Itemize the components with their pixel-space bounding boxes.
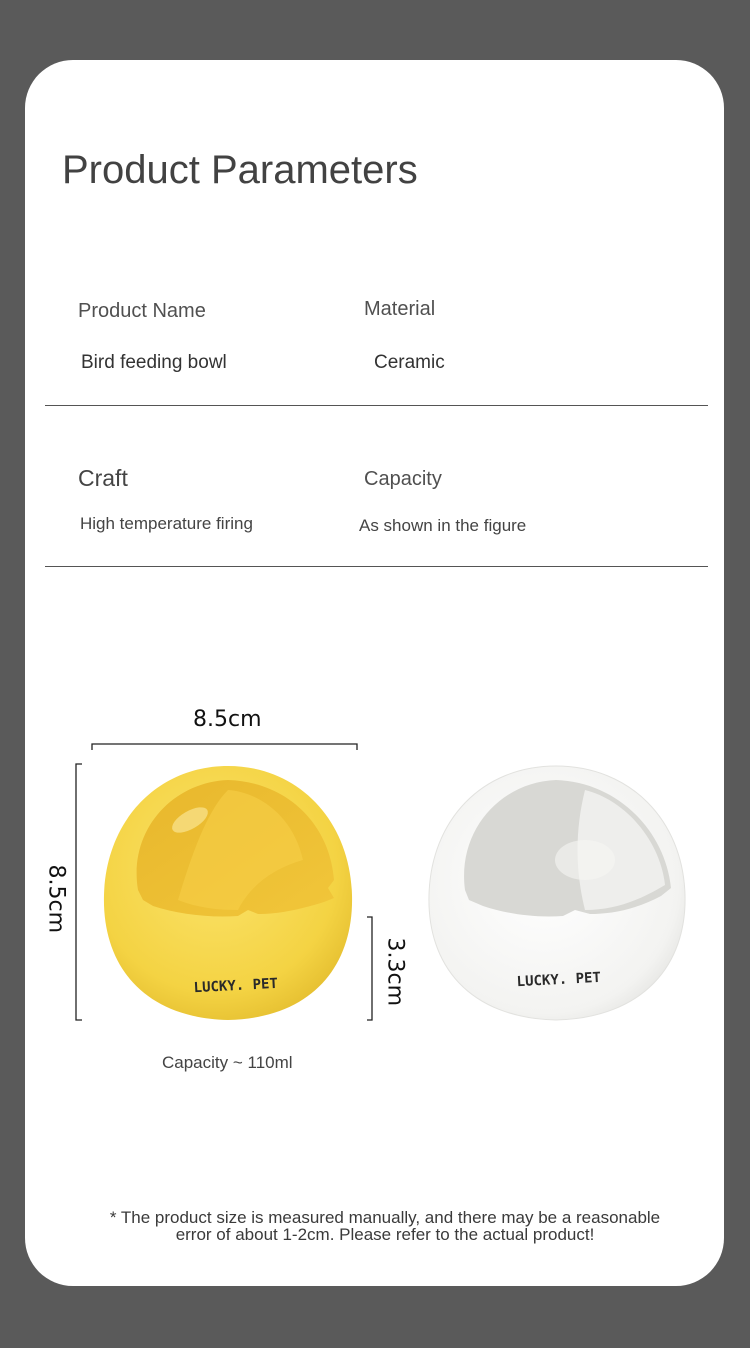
product-parameters-card bbox=[25, 60, 724, 1286]
craft-label: Craft bbox=[78, 465, 128, 491]
width-dimension-label: 8.5cm bbox=[193, 707, 262, 732]
capacity-label: Capacity bbox=[364, 468, 442, 490]
depth-dimension-label: 3.3cm bbox=[382, 937, 408, 1007]
white-bowl-image bbox=[425, 760, 687, 1025]
capacity-caption: Capacity ~ 110ml bbox=[162, 1053, 293, 1072]
bowl-brand-text: LUCKY. PET bbox=[516, 969, 602, 991]
footnote bbox=[85, 1209, 685, 1243]
craft-value: High temperature firing bbox=[80, 514, 253, 533]
page-title: Product Parameters bbox=[62, 148, 418, 192]
product-name-label: Product Name bbox=[78, 300, 206, 322]
product-name-value: Bird feeding bowl bbox=[81, 352, 227, 373]
dimension-lines bbox=[25, 60, 724, 1286]
footnote-line-1: * The product size is measured manually, and there may be a reasonable bbox=[109, 1208, 661, 1227]
bowl-brand-text: LUCKY. PET bbox=[193, 975, 279, 997]
material-value: Ceramic bbox=[374, 352, 445, 373]
height-dimension-label: 8.5cm bbox=[43, 864, 69, 934]
yellow-bowl-image bbox=[98, 760, 358, 1025]
footnote-line-2: error of about 1-2cm. Please refer to the actual product! bbox=[175, 1225, 595, 1244]
capacity-value: As shown in the figure bbox=[359, 516, 527, 535]
material-label: Material bbox=[364, 298, 436, 320]
